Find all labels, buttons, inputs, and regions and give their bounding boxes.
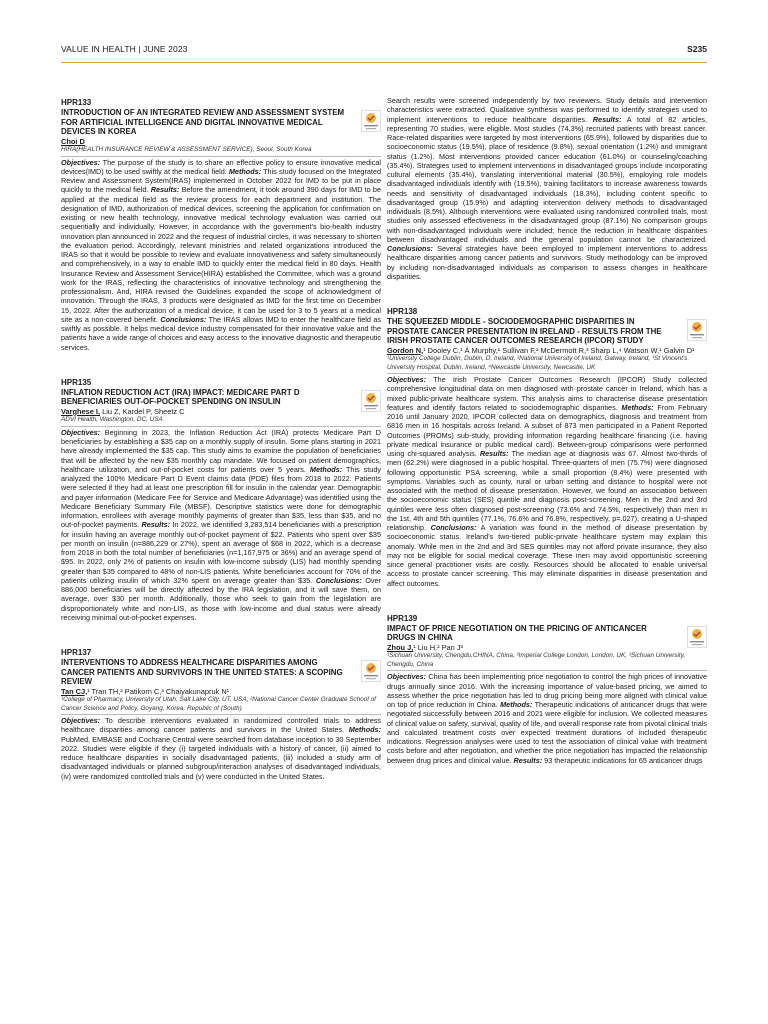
check-for-updates-icon[interactable] <box>687 319 707 341</box>
conclusions-label: Conclusions: <box>315 575 362 585</box>
abstract-code: HPR139 <box>387 613 418 623</box>
abstract-header <box>61 98 381 137</box>
abstract-title: IMPACT OF PRICE NEGOTIATION ON THE PRICING OF ANTICANCER DRUGS IN CHINA <box>387 623 647 643</box>
methods-text: Therapeutic indications of anticancer drugs that were negotiated successfully between 2016 and 2021 were eligible for inclusion. We collected measures of clinical value on safety, survival, quality of life, and overall response rate from pivotal clinical trials and calculated treatment costs over expected treatment durations of included therapeutic indications. Regression analyses were used to test the association of clinical value with treatment costs before and after negotiation, and whether the price negotiation has impacted the relationship between drug prices and clinical value. <box>387 700 707 765</box>
results-label: Results: <box>513 755 543 765</box>
objectives-label: Objectives: <box>61 716 101 725</box>
presenting-author: Varghese I, <box>61 406 101 416</box>
running-header <box>61 44 707 58</box>
results-text: The median age at diagnosis was 67. Almost two-thirds of men (62.2%) were diagnosed in a public hospital. Three-quarters of men (75.7%) were diagnosed following opportunistic PSA screening, while a small proportion (8.4%) were presented with symptoms. Variables such as county, rural or urban setting and distance to hospital were not associated with the method of disease presentation. However, we found an association between the socioeconomic status (SES) quintile and diagnosis post-screening. Men in the 2nd and 3rd quintiles were less often diagnosed post-screening (73.6% and 74.5%, respectively) than men in the 1st, 4th and 5th quintiles (77.1%, 76.6% and 76.8%, respectively, p=.027), creating a U-shaped relationship. <box>387 449 708 532</box>
objectives-text: The Irish Prostate Cancer Outcomes Research (IPCOR) Study collected comprehensive longitudinal data on men diagnosed with prostate cancer in Ireland, which has a mixed public-private healthcare system. This analysis aims to characterise disease presentation features and identify factors related to sociodemographic disparities. <box>387 375 707 412</box>
co-authors: ¹ Dooley C,¹ Á Murphy,¹ Sullivan F,² McDermott R,³ Sharp L,⁴ Watson W,¹ Galvin D¹ <box>423 345 695 355</box>
check-for-updates-icon[interactable] <box>361 390 381 412</box>
results-text: In 2022, we identified 3,283,514 beneficiaries with a prescription for insulin having an average monthly out-of-pocket payment of $22. Patients who spent over $35 per month on insulin (n=886,229 or 27%), spent an average of $68 in 2022, which is a decrease from 2018 in both the total number of beneficiaries (n=1,167,975 or 36%) and an average spend of $95. In 2022, only 2% of patients on insulin with low-income subsidy (LIS) had monthly spending greater than $35 compared to 48% of non-LIS patients. White beneficiaries account for 70% of the patients utilizing insulin of which 32% spent on average greater than $35. <box>61 520 381 585</box>
abstract-code: HPR135 <box>61 377 92 387</box>
presenting-author: Zhou J, <box>387 642 414 652</box>
methods-text: This study focused on the Integrated Review and Assessment System(IRAS) implemented in October 2022 for IMD to be put in place quickly to the medical field. <box>61 166 381 195</box>
results-label: Results: <box>141 520 171 530</box>
abstract-code: HPR138 <box>387 307 418 316</box>
objectives-text: China has been implementing price negotiation to control the high prices of innovative drugs annually since 2016. With the increasing importance of value-based pricing, we aimed to assess whether the price negotiation has led to drug pricing being more aligned with clinical value on top of price reduction in China. <box>387 672 707 709</box>
conclusions-label: Conclusions: <box>387 244 433 253</box>
abstract-hpr137-continued <box>387 96 707 281</box>
objectives-text: The purpose of the study is to share an effective policy to ensure innovative medical devices(IMD) to be used swiftly at the medical field. <box>61 157 381 176</box>
abstract-authors <box>61 407 381 417</box>
abstract-code: HPR133 <box>61 98 92 107</box>
objectives-label: Objectives: <box>387 672 427 682</box>
check-for-updates-icon[interactable] <box>687 626 707 648</box>
methods-text: From February 2016 until January 2020, IPCOR collected data on demographics, diagnosis and treatment from 6816 men in 16 hospitals across Ireland. A subset of 873 men participated in a Patient Reported Outcomes (PROMs) sub-study, providing information regarding healthcare financing (i.e. having private medical insurance or public medical card). Between-group comparisons were performed using chi-squared analysis. <box>387 402 707 458</box>
abstract-authors <box>387 346 707 356</box>
presenting-author: Tan CJ, <box>61 686 88 696</box>
methods-label: Methods: <box>348 725 381 735</box>
abstract-body <box>387 672 707 765</box>
left-column <box>61 98 381 795</box>
abstract-header <box>61 378 381 407</box>
abstract-authors <box>387 643 707 653</box>
abstract-title: THE SQUEEZED MIDDLE - SOCIODEMOGRAPHIC DISPARITIES IN PROSTATE CANCER PRESENTATION IN IRELAND - RESULTS FROM THE IRISH PROSTATE CANCER OUTCOMES RESEARCH (IPCOR) STUDY <box>387 317 662 345</box>
objectives-label: Objectives: <box>61 157 101 167</box>
continued-text: Search results were screened independently by two reviewers. Study details and intervention characteristics were extracted. Qualitative synthesis was performed to identify strategies used to implement interventions to reduce healthcare disparities. <box>387 96 707 124</box>
results-label: Results: <box>150 185 180 195</box>
abstract-hpr139 <box>387 614 707 765</box>
journal-title: VALUE IN HEALTH | JUNE 2023 <box>61 44 188 54</box>
results-label: Results: <box>592 114 622 124</box>
presenting-author: Gordon N, <box>387 345 424 355</box>
conclusions-label: Conclusions: <box>430 523 477 532</box>
abstract-hpr135 <box>61 378 381 622</box>
results-label: Results: <box>479 449 509 458</box>
results-text: Before the amendment, it took around 390 days for IMD to be applied at the medical field as the review process for each department and institution. The designation of IMD, authorization of medical devices, screening the application for confirmation on existing or new health technology, innovative medical technology evaluation was carried out sequentially and individually. However, in accordance with the government's bio-health industry innovation plan announced in 2022 and the request of industrial circles, it was necessary to shorten the evaluation period. Accordingly, relevant ministries and related organizations introduced the IRAS so that it would be possible to review and evaluate innovativeness and safety simultaneously and comprehensively, in a way to enable IMD to quickly enter the medical field in 80 days. Health Insurance Review and Assessment Service(HIRA) established the Committee, which was a ground work for the IRAS, reflecting the characteristics of innovative technology and strengthening the professionalism. And, HIRA revised the Guidelines expanded the scope of acknowledgment of innovation. Through the IRAS, 3 products were designated as IMD for the first time on December 15, 2022. After the authorization of a medical device, it can be used for 3 to 5 years at a medical site as a non-covered benefit. <box>61 185 381 324</box>
results-text: 93 therapeutic indications for 65 anticancer drugs <box>542 755 703 765</box>
methods-label: Methods: <box>228 166 262 176</box>
abstract-affiliation: ADVI Health, Washington, DC, USA <box>61 416 381 427</box>
page-number: S235 <box>687 44 707 54</box>
abstract-affiliation: ¹College of Pharmacy, University of Utah, Salt Lake City, UT, USA, ²National Cancer Center Graduate School of Cancer Science and Policy, Goyang, Korea, Republic of (South) <box>61 696 381 715</box>
abstract-header <box>387 307 707 346</box>
conclusions-text: Several strategies have been employed to implement interventions to address healthcare disparities among cancer patients and survivors. Study methodology can be improved by including non-disadvantaged individuals as comparison to assess changes in healthcare disparities. <box>387 244 707 281</box>
co-authors: Liu Z, Kardel P, Sheetz C <box>100 406 185 416</box>
conclusions-label: Conclusions: <box>160 314 207 324</box>
abstract-affiliation: HIRA(HEALTH INSURANCE REVIEW & ASSESSMENT SERVICE), Seoul, South Korea <box>61 146 381 157</box>
presenting-author: Choi D <box>61 136 85 146</box>
abstract-header <box>387 614 707 643</box>
abstract-hpr133 <box>61 98 381 352</box>
abstract-body <box>61 428 381 622</box>
abstract-authors <box>61 687 381 697</box>
conclusions-text: The IRAS allows IMD to enter the healthcare field as swiftly as possible. It helps medical device industry compensated for their innovative value and the patients have a wide range of choices and easy access to the innovative diagnostic and therapeutic services. <box>61 314 381 352</box>
methods-label: Methods: <box>309 464 343 474</box>
right-column <box>387 96 707 779</box>
abstract-affiliation: ¹Sichuan University, Chengdu,CHINA, China, ²Imperial College London, London, UK, ³Sichuan University, Chengdu, China <box>387 652 707 671</box>
abstract-hpr137 <box>61 648 381 781</box>
objectives-text: To describe interventions evaluated in randomized controlled trials to address healthcare disparities among cancer patients and survivors in the United States. <box>61 716 381 735</box>
check-for-updates-icon[interactable] <box>361 110 381 132</box>
methods-label: Methods: <box>500 700 533 709</box>
conclusions-text: Over 886,000 beneficiaries will be directly affected by the IRA legislation, and it will save them, on average, over $30 per month. Additionally, those who seek to gain from the legislation are disproportionately white and non-LIS, as those with low-income and dual status were already receiving minimal out-of-pocket expenses. <box>61 575 381 622</box>
objectives-text: Beginning in 2023, the Inflation Reduction Act (IRA) protects Medicare Part D beneficiaries by establishing a $35 cap on a monthly supply of insulin. Some plans starting in 2021 have already implemented the $35 cap. This study aims to examine the population of beneficiaries that will be affected by the new $35 monthly cap mandate. We focused on patient demographics, healthcare utilization, and out-of-pocket costs for patients over 5 years. <box>61 427 381 474</box>
abstract-title: INTERVENTIONS TO ADDRESS HEALTHCARE DISPARITIES AMONG CANCER PATIENTS AND SURVIVORS IN THE UNITED STATES: A SCOPING REVIEW <box>61 658 343 686</box>
abstract-body <box>387 375 707 588</box>
abstract-body <box>61 158 381 352</box>
abstract-hpr138 <box>387 307 707 588</box>
abstract-affiliation: ¹University College Dublin, Dublin, D, Ireland, ²National University of Ireland, Galway, Ireland, ³St Vincent's University Hospital, Dublin, Ireland, ⁴Newcastle University, Newcastle, UK <box>387 355 707 374</box>
methods-text: This study analyzed the 100% Medicare Part D Event claims data (PDE) files from 2018 to 2022. Patients were selected if they had at least one prescription fill for insulin in the calendar year. Demographic and payer information (Medicare Fee for Service and Medicare Advantage) was identified using the Medicare Beneficiary Summary File (MBSF). Descriptive statistics were done for demographic information, enrollees with average monthly payments of greater than $35, less than $35, and no out-of-pocket payments. <box>61 464 381 530</box>
co-authors: ¹ Tran TH,² Patikorn C,³ Chaiyakunapruk N¹ <box>87 686 230 696</box>
objectives-label: Objectives: <box>387 375 427 384</box>
conclusions-text: A variation was found in the method of disease presentation by socioeconomic status. Ireland's two-tiered public-private healthcare system may explain this anomaly. While men in the 2nd and 3rd SES quintiles may not afford private insurance, they also may not be eligible for social medical coverage. These men may avoid opportunistic screening since general practitioner visits are costly. Resources should be allocated to enable universal access to prostate cancer screening. This may eliminate disparities in disease presentation and affect outcomes. <box>387 523 707 588</box>
header-rule <box>61 62 707 63</box>
abstract-body <box>61 716 381 781</box>
co-authors: ¹ Liu H,² Pan J³ <box>413 642 463 652</box>
abstract-header <box>61 648 381 687</box>
check-for-updates-icon[interactable] <box>361 660 381 682</box>
abstract-code: HPR137 <box>61 648 92 657</box>
abstract-title: INFLATION REDUCTION ACT (IRA) IMPACT: MEDICARE PART D BENEFICIARIES OUT-OF-POCKET SPENDING ON INSULIN <box>61 387 300 407</box>
abstract-title: INTRODUCTION OF AN INTEGRATED REVIEW AND ASSESSMENT SYSTEM FOR ARTIFICIAL INTELLIGENCE AND DIGITAL INNOVATIVE MEDICAL DEVICES IN KOREA <box>61 108 345 136</box>
results-text: A total of 82 articles, representing 70 studies, were eligible. Most studies (74.3%) recruited patients with breast cancer. Race-related disparities were targeted by most interventions (65.9%), followed by disparities due to socioeconomic status (19.5%), place of residence (9.8%), sexual orientation (1.2%) and immigrant status (1.2%). Most interventions provided cancer education (61.0%) or counseling/coaching (35.4%). Strategies used to implement interventions in disadvantaged groups include incorporating cultural elements (35.4%), translating interventional material (30.5%), employing role models disadvantaged individuals identify with (19.5%), training facilitators to increase awareness towards needs and sensitivity of disadvantaged individuals (18.3%), including content specific to disadvantaged group (15.9%) and adapting intervention delivery methods to disadvantaged individuals (8.5%). Although interventions were evaluated using randomized controlled trials, most studies only assessed effectiveness in the disadvantaged group (87.1%) No comparison groups with non-disadvantaged individuals were included; hence the reduction in healthcare disparities between disadvantaged individuals and the general population cannot be characterized. <box>387 114 707 244</box>
abstract-body <box>387 96 707 281</box>
abstract-authors <box>61 137 381 147</box>
methods-label: Methods: <box>621 402 654 412</box>
objectives-label: Objectives: <box>61 427 101 437</box>
methods-text: PubMed, EMBASE and Cochrane Central were searched from database inception to 30 September 2022. Studies were eligible if they (i) targeted individuals with a history of cancer, (ii) aimed to reduce healthcare disparities in socially disadvantaged patients, (iii) included a study arm of disadvantaged individuals or planned subgroup/interaction analyses of disadvantaged individuals, (iv) were randomized controlled trials and (v) were conducted in the United States. <box>61 734 381 781</box>
